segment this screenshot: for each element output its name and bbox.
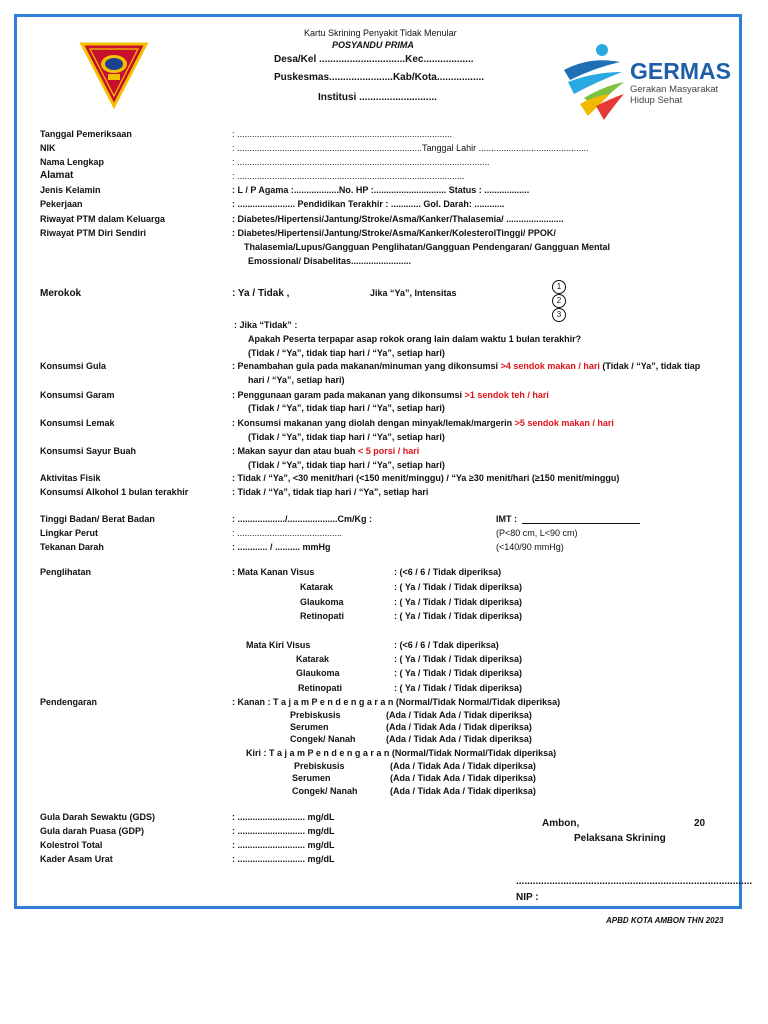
- card-title: Kartu Skrining Penyakit Tidak Menular: [304, 28, 457, 38]
- label-konsumsi-gula: Konsumsi Gula: [40, 361, 107, 371]
- germas-tagline-1: Gerakan Masyarakat: [630, 84, 719, 95]
- merokok-pertanyaan: Apakah Peserta terpapar asap rokok orang lain dalam waktu 1 bulan terakhir?: [248, 334, 582, 344]
- ttd-kota: Ambon,: [542, 818, 580, 829]
- label-asam-urat: Kader Asam Urat: [40, 854, 113, 864]
- kiri-glaukoma-label: Glaukoma: [296, 668, 340, 678]
- value-konsumsi-garam[interactable]: : Penggunaan garam pada makanan yang dikonsumsi >1 sendok teh / hari: [232, 390, 549, 400]
- institusi-line: Institusi ............................: [318, 92, 437, 103]
- value-pekerjaan[interactable]: : ....................... Pendidikan Terakhir : ............ Gol. Darah: ............: [232, 199, 505, 209]
- kiri-glaukoma-value[interactable]: : ( Ya / Tidak / Tidak diperiksa): [394, 668, 523, 678]
- value-konsumsi-alkohol[interactable]: : Tidak / “Ya”, tidak tiap hari / “Ya”, setiap hari: [232, 487, 429, 497]
- footer-apbd: APBD KOTA AMBON THN 2023: [606, 916, 724, 925]
- ttd-tahun[interactable]: 20: [694, 818, 706, 829]
- value-merokok[interactable]: : Ya / Tidak ,: [232, 288, 290, 299]
- value-riwayat-keluarga[interactable]: : Diabetes/Hipertensi/Jantung/Stroke/Asma/Kanker/Thalasemia/ .......................: [232, 214, 564, 224]
- label-imt: IMT :: [496, 514, 517, 524]
- puskesmas-line: Puskesmas.......................Kab/Kota.................: [274, 72, 485, 83]
- kiri-retinopati-label: Retinopati: [298, 683, 342, 693]
- value-riwayat-diri-2[interactable]: Thalasemia/Lupus/Gangguan Penglihatan/Gangguan Pendengaran/ Gangguan Mental: [244, 242, 611, 252]
- label-tinggi-berat: Tinggi Badan/ Berat Badan: [40, 514, 155, 524]
- intensitas-option-3[interactable]: 3: [552, 308, 566, 322]
- label-konsumsi-alkohol: Konsumsi Alkohol 1 bulan terakhir: [40, 487, 189, 497]
- label-tanggal: Tanggal Pemeriksaan: [40, 129, 132, 139]
- kiri-congek-value[interactable]: (Ada / Tidak Ada / Tidak diperiksa): [390, 786, 536, 796]
- kiri-serumen-label: Serumen: [292, 773, 331, 783]
- intensitas-option-1[interactable]: 1: [552, 280, 566, 294]
- label-tekanan-darah: Tekanan Darah: [40, 542, 104, 552]
- kiri-katarak-label: Katarak: [296, 654, 330, 664]
- value-nama[interactable]: : .....................................................................................................: [232, 157, 490, 167]
- imt-input-line[interactable]: [522, 523, 640, 524]
- card-subtitle: POSYANDU PRIMA: [332, 40, 414, 50]
- label-riwayat-keluarga: Riwayat PTM dalam Keluarga: [40, 214, 166, 224]
- kanan-serumen-value[interactable]: (Ada / Tidak Ada / Tidak diperiksa): [386, 722, 532, 732]
- value-konsumsi-lemak[interactable]: : Konsumsi makanan yang diolah dengan minyak/lemak/margerin >5 sendok makan / hari: [232, 418, 614, 428]
- label-pendengaran: Pendengaran: [40, 697, 98, 707]
- label-gds: Gula Darah Sewaktu (GDS): [40, 812, 156, 822]
- kanan-congek-label: Congek/ Nanah: [290, 734, 356, 744]
- kiri-tajam-pendengaran[interactable]: Kiri : T a j a m P e n d e n g a r a n (Normal/Tidak Normal/Tidak diperiksa): [246, 748, 557, 758]
- kiri-congek-label: Congek/ Nanah: [292, 786, 358, 796]
- kanan-retinopati-label: Retinopati: [300, 611, 344, 621]
- kanan-glaukoma-value[interactable]: : ( Ya / Tidak / Tidak diperiksa): [394, 597, 523, 607]
- kanan-retinopati-value[interactable]: : ( Ya / Tidak / Tidak diperiksa): [394, 611, 523, 621]
- ttd-nip[interactable]: NIP :: [516, 892, 539, 903]
- value-konsumsi-gula-2[interactable]: hari / “Ya”, setiap hari): [248, 375, 345, 385]
- value-nik[interactable]: : ..........................................................................Tanggal Lahir ............................................: [232, 143, 589, 153]
- kiri-prebiskusis-value[interactable]: (Ada / Tidak Ada / Tidak diperiksa): [390, 761, 536, 771]
- value-kolesterol[interactable]: : ........................... mg/dL: [232, 840, 335, 850]
- value-lingkar-perut[interactable]: : ..........................................: [232, 528, 343, 538]
- mata-kiri-visus-value[interactable]: : (<6 / 6 / Tdak diperiksa): [394, 640, 499, 650]
- city-emblem-logo: [78, 38, 150, 110]
- label-konsumsi-sayur: Konsumsi Sayur Buah: [40, 446, 137, 456]
- ref-tekanan-darah: (<140/90 mmHg): [496, 542, 564, 552]
- value-konsumsi-garam-2[interactable]: (Tidak / “Ya”, tidak tiap hari / “Ya”, setiap hari): [248, 403, 445, 413]
- merokok-jika-ya: Jika “Ya”, Intensitas: [370, 288, 457, 298]
- label-alamat: Alamat: [40, 170, 74, 181]
- label-riwayat-diri: Riwayat PTM Diri Sendiri: [40, 228, 147, 238]
- germas-name: GERMAS: [630, 58, 731, 84]
- germas-tagline-2: Hidup Sehat: [630, 95, 683, 106]
- label-jenis-kelamin: Jenis Kelamin: [40, 185, 101, 195]
- label-penglihatan: Penglihatan: [40, 567, 92, 577]
- label-merokok: Merokok: [40, 288, 82, 299]
- kanan-katarak-value[interactable]: : ( Ya / Tidak / Tidak diperiksa): [394, 582, 523, 592]
- value-tanggal[interactable]: : ......................................................................................: [232, 129, 453, 139]
- mata-kanan-visus-label: : Mata Kanan Visus: [232, 567, 315, 577]
- merokok-jika-tidak: : Jika “Tidak” :: [234, 320, 298, 330]
- value-gdp[interactable]: : ........................... mg/dL: [232, 826, 335, 836]
- mata-kanan-visus-value[interactable]: : (<6 / 6 / Tidak diperiksa): [394, 567, 502, 577]
- value-jenis-kelamin[interactable]: : L / P Agama :..................No. HP :............................. Status : ..................: [232, 185, 530, 195]
- label-pekerjaan: Pekerjaan: [40, 199, 83, 209]
- kanan-prebiskusis-label: Prebiskusis: [290, 710, 341, 720]
- kiri-prebiskusis-label: Prebiskusis: [294, 761, 345, 771]
- kiri-katarak-value[interactable]: : ( Ya / Tidak / Tidak diperiksa): [394, 654, 523, 664]
- kanan-prebiskusis-value[interactable]: (Ada / Tidak Ada / Tidak diperiksa): [386, 710, 532, 720]
- value-aktivitas-fisik[interactable]: : Tidak / “Ya”, <30 menit/hari (<150 menit/minggu) / “Ya ≥30 menit/hari (≥150 menit/minggu): [232, 473, 620, 483]
- mata-kiri-visus-label: Mata Kiri Visus: [246, 640, 311, 650]
- ttd-pelaksana: Pelaksana Skrining: [574, 833, 666, 844]
- kiri-retinopati-value[interactable]: : ( Ya / Tidak / Tidak diperiksa): [394, 683, 523, 693]
- label-kolesterol: Kolestrol Total: [40, 840, 103, 850]
- kanan-katarak-label: Katarak: [300, 582, 334, 592]
- ttd-garis-nama[interactable]: .....................................................................................: [516, 876, 753, 887]
- value-asam-urat[interactable]: : ........................... mg/dL: [232, 854, 335, 864]
- ref-lingkar-perut: (P<80 cm, L<90 cm): [496, 528, 578, 538]
- intensitas-option-2[interactable]: 2: [552, 294, 566, 308]
- value-alamat[interactable]: : ...........................................................................................: [232, 171, 465, 181]
- label-konsumsi-lemak: Konsumsi Lemak: [40, 418, 115, 428]
- kiri-serumen-value[interactable]: (Ada / Tidak Ada / Tidak diperiksa): [390, 773, 536, 783]
- value-konsumsi-sayur-2[interactable]: (Tidak / “Ya”, tidak tiap hari / “Ya”, setiap hari): [248, 460, 445, 470]
- kanan-congek-value[interactable]: (Ada / Tidak Ada / Tidak diperiksa): [386, 734, 532, 744]
- kanan-serumen-label: Serumen: [290, 722, 329, 732]
- label-aktivitas-fisik: Aktivitas Fisik: [40, 473, 101, 483]
- value-konsumsi-sayur[interactable]: : Makan sayur dan atau buah < 5 porsi / hari: [232, 446, 420, 456]
- value-gds[interactable]: : ........................... mg/dL: [232, 812, 335, 822]
- label-gdp: Gula darah Puasa (GDP): [40, 826, 145, 836]
- label-nama: Nama Lengkap: [40, 157, 105, 167]
- label-lingkar-perut: Lingkar Perut: [40, 528, 99, 538]
- kanan-glaukoma-label: Glaukoma: [300, 597, 344, 607]
- value-tinggi-berat[interactable]: : .................../....................Cm/Kg :: [232, 514, 373, 524]
- value-tekanan-darah[interactable]: : ............ / .......... mmHg: [232, 542, 331, 552]
- value-riwayat-diri-3[interactable]: Emossional/ Disabelitas........................: [248, 256, 412, 266]
- value-konsumsi-gula[interactable]: : Penambahan gula pada makanan/minuman yang dikonsumsi >4 sendok makan / hari (Tidak / “Ya”, tidak tiap: [232, 361, 701, 371]
- label-nik: NIK: [40, 143, 56, 153]
- value-konsumsi-lemak-2[interactable]: (Tidak / “Ya”, tidak tiap hari / “Ya”, setiap hari): [248, 432, 445, 442]
- label-konsumsi-garam: Konsumsi Garam: [40, 390, 115, 400]
- merokok-opsi[interactable]: (Tidak / “Ya”, tidak tiap hari / “Ya”, setiap hari): [248, 348, 445, 358]
- value-riwayat-diri-1[interactable]: : Diabetes/Hipertensi/Jantung/Stroke/Asma/Kanker/KolesterolTinggi/ PPOK/: [232, 228, 556, 238]
- kanan-tajam-pendengaran[interactable]: : Kanan : T a j a m P e n d e n g a r a n (Normal/Tidak Normal/Tidak diperiksa): [232, 697, 561, 707]
- desa-kec-line: Desa/Kel ...............................Kec..................: [274, 54, 474, 65]
